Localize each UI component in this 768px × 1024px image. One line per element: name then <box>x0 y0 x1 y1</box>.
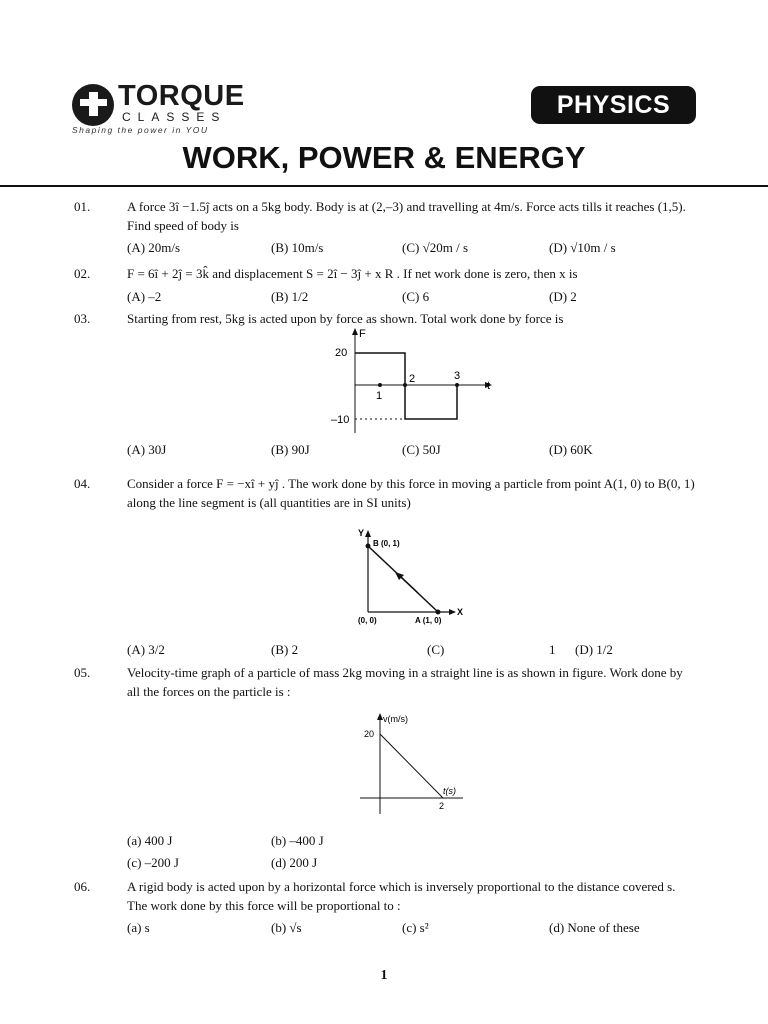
question-number: 03. <box>74 311 91 326</box>
option: (D) 1/2 <box>575 642 613 657</box>
point-a <box>436 610 441 615</box>
option: (b) –400 J <box>271 833 324 848</box>
x-axis-arrow <box>449 609 456 615</box>
question-text: A force 3î −1.5ĵ acts on a 5kg body. Body is at (2,–3) and travelling at 4m/s. Force acts tills it reaches (1,5). Find speed of body is <box>127 199 686 233</box>
force-path-diagram <box>340 522 475 630</box>
subject-badge: PHYSICS <box>531 86 696 124</box>
option: (B) 1/2 <box>271 289 309 304</box>
question-number: 05. <box>74 665 91 680</box>
option: (A) –2 <box>127 289 162 304</box>
tick-point <box>403 383 407 387</box>
option: (C) 6 <box>402 289 430 304</box>
option: 1 <box>549 642 556 657</box>
x-axis-label: t <box>487 380 491 392</box>
option: (C) 50J <box>402 442 441 457</box>
option: (A) 3/2 <box>127 642 165 657</box>
point-a-label: A (1, 0) <box>415 616 442 625</box>
page-title: WORK, POWER & ENERGY <box>182 140 586 175</box>
x-tick-label: 2 <box>409 373 416 385</box>
point-b <box>366 544 371 549</box>
option: (d) 200 J <box>271 855 318 870</box>
question-number: 02. <box>74 266 91 281</box>
option: (a) s <box>127 920 150 935</box>
y-axis-arrow <box>352 328 358 335</box>
option: (C) <box>427 642 445 657</box>
logo-t-stem <box>89 92 98 116</box>
brand-subtitle: CLASSES <box>122 110 227 124</box>
y-axis-label: F <box>359 328 366 340</box>
force-time-graph <box>325 325 500 437</box>
y-tick-label: 20 <box>335 347 348 359</box>
option: (B) 90J <box>271 442 310 457</box>
velocity-line <box>380 734 443 798</box>
option: (A) 20m/s <box>127 240 181 255</box>
x-axis-label: X <box>457 607 464 617</box>
option: (C) √20m / s <box>402 240 468 255</box>
velocity-time-graph <box>355 710 465 818</box>
question-number: 01. <box>74 199 91 214</box>
option: (D) 2 <box>549 289 577 304</box>
y-axis-label: v(m/s) <box>383 714 408 724</box>
option: (d) None of these <box>549 920 640 935</box>
page-number: 1 <box>380 968 388 983</box>
point-b-label: B (0, 1) <box>373 539 400 548</box>
origin-label: (0, 0) <box>358 616 377 625</box>
y-tick-label: 20 <box>364 729 375 739</box>
tick-point <box>455 383 459 387</box>
brand-name: TORQUE <box>118 80 245 112</box>
y-axis-arrow <box>365 530 371 537</box>
brand-tagline: Shaping the power in YOU <box>72 125 209 135</box>
option: (B) 10m/s <box>271 240 324 255</box>
option: (a) 400 J <box>127 833 173 848</box>
title-divider <box>0 185 768 187</box>
option: (A) 30J <box>127 442 167 457</box>
option: (B) 2 <box>271 642 299 657</box>
tick-point <box>378 383 382 387</box>
option: (c) s² <box>402 920 429 935</box>
option: (D) √10m / s <box>549 240 616 255</box>
question-number: 04. <box>74 476 91 491</box>
direction-arrow <box>400 576 418 593</box>
option: (b) √s <box>271 920 302 935</box>
x-tick-label: 2 <box>439 801 445 811</box>
option: (c) –200 J <box>127 855 179 870</box>
question-text: Consider a force F = −xî + yĵ . The work done by this force in moving a particle from point A(1, 0) to B(0, 1) along the line segment is (all quantities are in SI units) <box>127 476 695 510</box>
question-text: F = 6î + 2ĵ = 3k̂ and displacement S = 2î − 3ĵ + x R . If net work done is zero, then x is <box>127 266 578 281</box>
x-axis-label: t(s) <box>443 786 456 796</box>
question-text: A rigid body is acted upon by a horizontal force which is inversely proportional to the distance covered s. The work done by this force will be proportional to : <box>127 879 676 913</box>
question-text: Starting from rest, 5kg is acted upon by force as shown. Total work done by force is <box>127 311 564 326</box>
option: (D) 60K <box>549 442 593 457</box>
x-tick-label: 1 <box>376 390 383 402</box>
y-axis-label: Y <box>358 528 365 538</box>
x-tick-label: 3 <box>454 370 461 382</box>
question-text: Velocity-time graph of a particle of mass 2kg moving in a straight line is as shown in figure. Work done by all the forces on the particle is : <box>127 665 683 699</box>
y-tick-label: –10 <box>331 414 350 426</box>
question-number: 06. <box>74 879 91 894</box>
